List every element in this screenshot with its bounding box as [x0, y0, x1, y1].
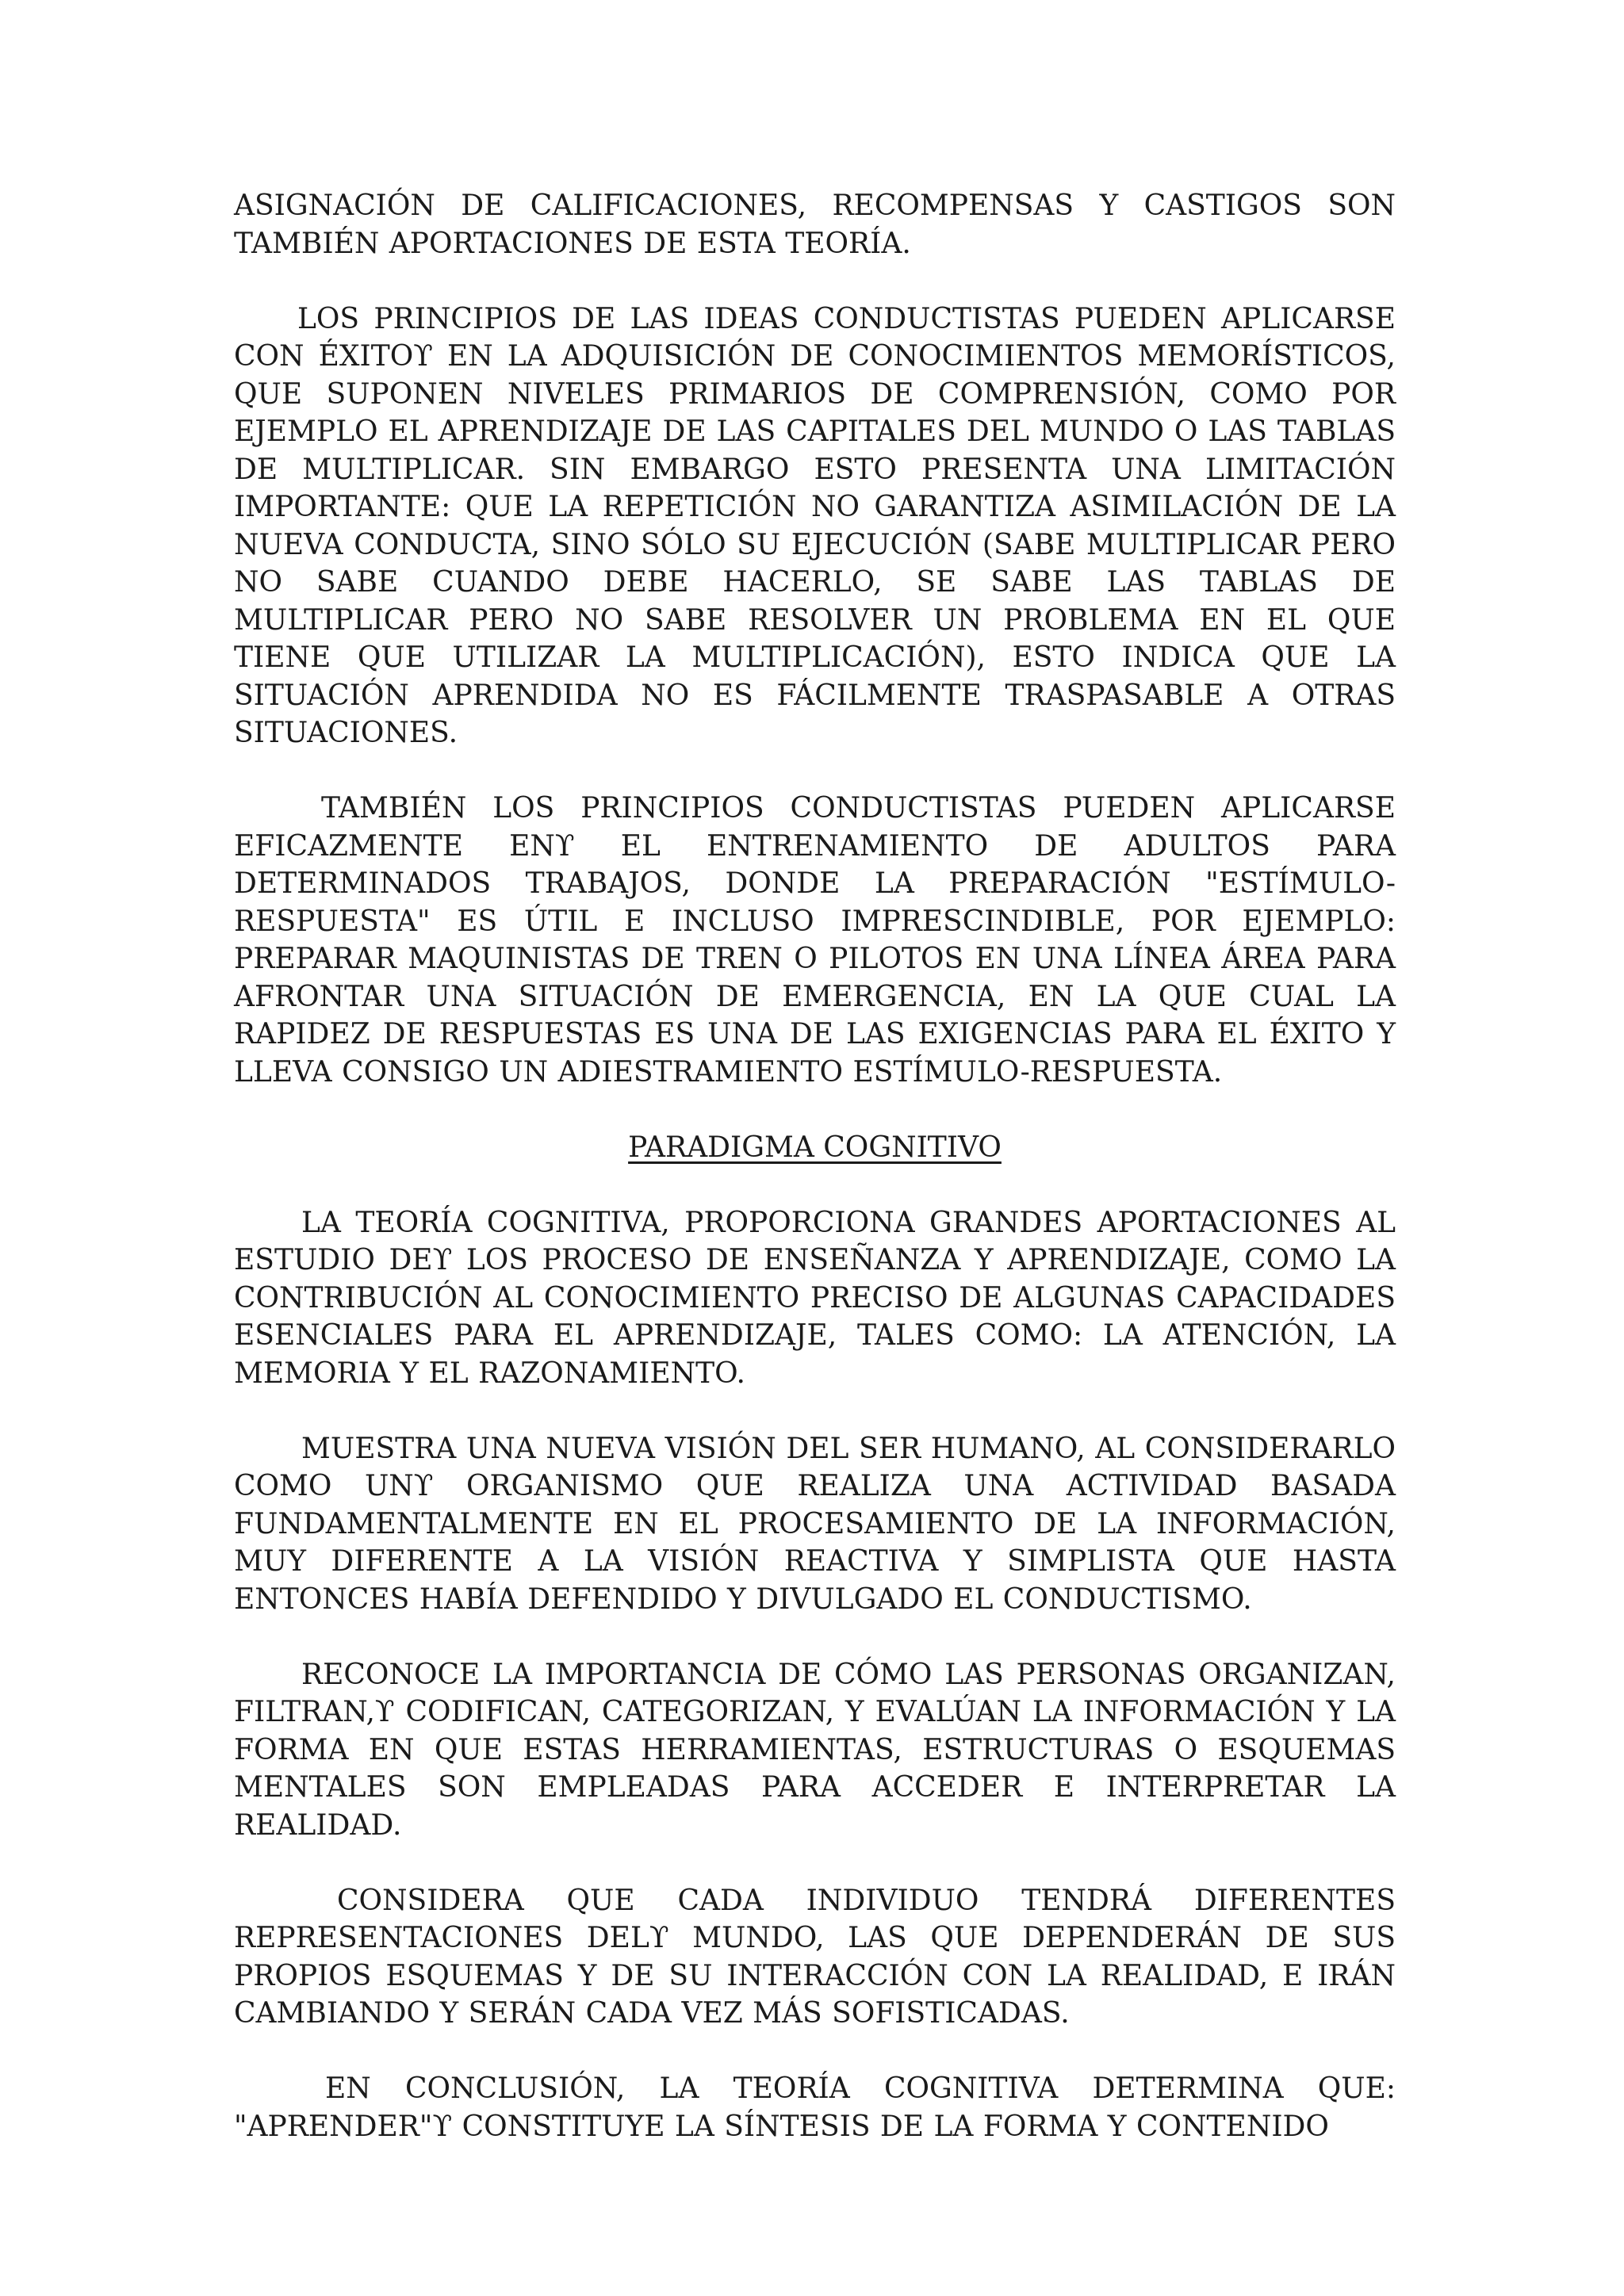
- paragraph-gap: [234, 752, 1396, 790]
- paragraph-1: ASIGNACIÓN DE CALIFICACIONES, RECOMPENSAS Y CASTIGOS SON TAMBIÉN APORTACIONES DE ESTA TEORÍA.: [234, 189, 1396, 260]
- paragraph-gap: [234, 1844, 1396, 1882]
- paragraph-4: LA TEORÍA COGNITIVA, PROPORCIONA GRANDES APORTACIONES AL ESTUDIO DEϒ LOS PROCESO DE ENSEÑANZA Y APRENDIZAJE, COMO LA CONTRIBUCIÓN AL CONOCIMIENTO PRECISO DE ALGUNAS CAPACIDADES ESENCIALES PARA EL APRENDIZAJE, TALES COMO: LA ATENCIÓN, LA MEMORIA Y EL RAZONAMIENTO.: [234, 1206, 1396, 1390]
- paragraph-3: TAMBIÉN LOS PRINCIPIOS CONDUCTISTAS PUEDEN APLICARSE EFICAZMENTE ENϒ EL ENTRENAMIENTO DE ADULTOS PARA DETERMINADOS TRABAJOS, DONDE LA PREPARACIÓN "ESTÍMULO-RESPUESTA" ES ÚTIL E INCLUSO IMPRESCINDIBLE, POR EJEMPLO: PREPARAR MAQUINISTAS DE TREN O PILOTOS EN UNA LÍNEA ÁREA PARA AFRONTAR UNA SITUACIÓN DE EMERGENCIA, EN LA QUE CUAL LA RAPIDEZ DE RESPUESTAS ES UNA DE LAS EXIGENCIAS PARA EL ÉXITO Y LLEVA CONSIGO UN ADIESTRAMIENTO ESTÍMULO-RESPUESTA.: [234, 792, 1396, 1089]
- section-heading: PARADIGMA COGNITIVO: [628, 1131, 1002, 1164]
- paragraph-gap: [234, 2033, 1396, 2071]
- paragraph-gap: [234, 1618, 1396, 1656]
- document-page: [234, 187, 1396, 2145]
- paragraph-gap: [234, 1166, 1396, 1204]
- paragraph-gap: [234, 1392, 1396, 1430]
- paragraph-7: CONSIDERA QUE CADA INDIVIDUO TENDRÁ DIFERENTES REPRESENTACIONES DELϒ MUNDO, LAS QUE DEPENDERÁN DE SUS PROPIOS ESQUEMAS Y DE SU INTERACCIÓN CON LA REALIDAD, E IRÁN CAMBIANDO Y SERÁN CADA VEZ MÁS SOFISTICADAS.: [234, 1884, 1396, 2030]
- paragraph-gap: [234, 1091, 1396, 1129]
- paragraph-gap: [234, 262, 1396, 300]
- paragraph-5: MUESTRA UNA NUEVA VISIÓN DEL SER HUMANO, AL CONSIDERARLO COMO UNϒ ORGANISMO QUE REALIZA UNA ACTIVIDAD BASADA FUNDAMENTALMENTE EN EL PROCESAMIENTO DE LA INFORMACIÓN, MUY DIFERENTE A LA VISIÓN REACTIVA Y SIMPLISTA QUE HASTA ENTONCES HABÍA DEFENDIDO Y DIVULGADO EL CONDUCTISMO.: [234, 1432, 1396, 1616]
- paragraph-6: RECONOCE LA IMPORTANCIA DE CÓMO LAS PERSONAS ORGANIZAN, FILTRAN,ϒ CODIFICAN, CATEGORIZAN, Y EVALÚAN LA INFORMACIÓN Y LA FORMA EN QUE ESTAS HERRAMIENTAS, ESTRUCTURAS O ESQUEMAS MENTALES SON EMPLEADAS PARA ACCEDER E INTERPRETAR LA REALIDAD.: [234, 1658, 1396, 1842]
- paragraph-2: LOS PRINCIPIOS DE LAS IDEAS CONDUCTISTAS PUEDEN APLICARSE CON ÉXITOϒ EN LA ADQUISICIÓN DE CONOCIMIENTOS MEMORÍSTICOS, QUE SUPONEN NIVELES PRIMARIOS DE COMPRENSIÓN, COMO POR EJEMPLO EL APRENDIZAJE DE LAS CAPITALES DEL MUNDO O LAS TABLAS DE MULTIPLICAR. SIN EMBARGO ESTO PRESENTA UNA LIMITACIÓN IMPORTANTE: QUE LA REPETICIÓN NO GARANTIZA ASIMILACIÓN DE LA NUEVA CONDUCTA, SINO SÓLO SU EJECUCIÓN (SABE MULTIPLICAR PERO NO SABE CUANDO DEBE HACERLO, SE SABE LAS TABLAS DE MULTIPLICAR PERO NO SABE RESOLVER UN PROBLEMA EN EL QUE TIENE QUE UTILIZAR LA MULTIPLICACIÓN), ESTO INDICA QUE LA SITUACIÓN APRENDIDA NO ES FÁCILMENTE TRASPASABLE A OTRAS SITUACIONES.: [234, 302, 1396, 749]
- paragraph-8: EN CONCLUSIÓN, LA TEORÍA COGNITIVA DETERMINA QUE: "APRENDER"ϒ CONSTITUYE LA SÍNTESIS DE LA FORMA Y CONTENIDO: [234, 2072, 1396, 2143]
